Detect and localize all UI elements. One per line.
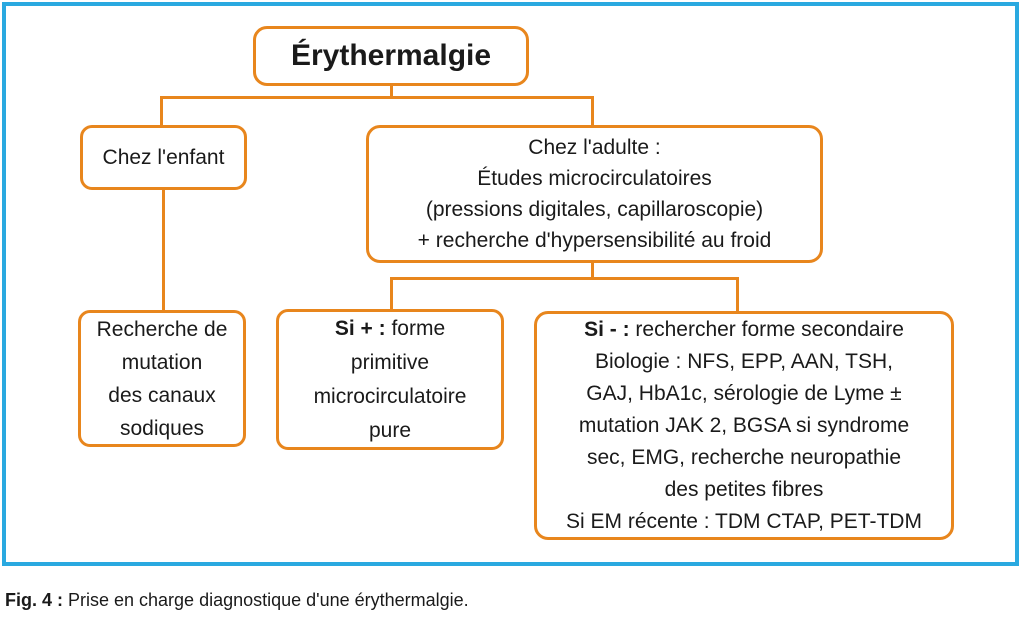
si-minus-line: sec, EMG, recherche neuropathie — [587, 445, 901, 469]
research-line: mutation — [121, 350, 203, 374]
node-erythermalgie — [253, 26, 529, 86]
si-minus-line: mutation JAK 2, BGSA si syndrome — [578, 413, 910, 437]
si-minus-line: des petites fibres — [664, 477, 824, 501]
connector-child-to-research — [162, 188, 165, 311]
connector-to-child — [160, 96, 163, 126]
si-plus-prefix: Si + : — [334, 316, 386, 340]
si-plus-line: microcirculatoire — [313, 384, 467, 408]
node-chez-enfant — [80, 125, 247, 190]
si-plus-line: pure — [368, 418, 412, 442]
node-chez-enfant-label: Chez l'enfant — [102, 146, 225, 169]
si-plus-line: primitive — [350, 350, 430, 374]
adult-line: (pressions digitales, capillaroscopie) — [425, 198, 764, 221]
si-minus-prefix: Si - : — [584, 317, 630, 341]
caption-text: Prise en charge diagnostique d'une érythermalgie. — [63, 590, 469, 610]
caption-label: Fig. 4 : — [5, 590, 63, 610]
node-erythermalgie-label: Érythermalgie — [290, 39, 492, 72]
connector-branch-horizontal-bottom — [390, 277, 739, 280]
adult-line: Études microcirculatoires — [477, 167, 712, 190]
connector-to-si-plus — [390, 277, 393, 310]
connector-to-si-minus — [736, 277, 739, 312]
node-si-plus — [276, 309, 504, 450]
node-chez-adulte — [366, 125, 823, 263]
si-minus-line: GAJ, HbA1c, sérologie de Lyme ± — [586, 381, 902, 405]
si-plus-line — [279, 312, 501, 346]
adult-line: Chez l'adulte : — [528, 136, 661, 159]
si-minus-rest: rechercher forme secondaire — [629, 317, 904, 341]
research-line: sodiques — [119, 416, 205, 440]
si-plus-rest: forme — [385, 316, 446, 340]
node-si-minus — [534, 311, 954, 540]
connector-to-adult — [591, 96, 594, 126]
si-minus-line: Si EM récente : TDM CTAP, PET-TDM — [566, 509, 922, 533]
si-minus-line — [537, 314, 951, 346]
node-recherche-mutation — [78, 310, 246, 447]
si-minus-line: Biologie : NFS, EPP, AAN, TSH, — [594, 349, 894, 373]
research-line: Recherche de — [96, 317, 228, 341]
connector-branch-horizontal-top — [160, 96, 594, 99]
figure-caption — [5, 589, 469, 611]
adult-line: + recherche d'hypersensibilité au froid — [417, 229, 772, 252]
research-line: des canaux — [108, 383, 216, 407]
